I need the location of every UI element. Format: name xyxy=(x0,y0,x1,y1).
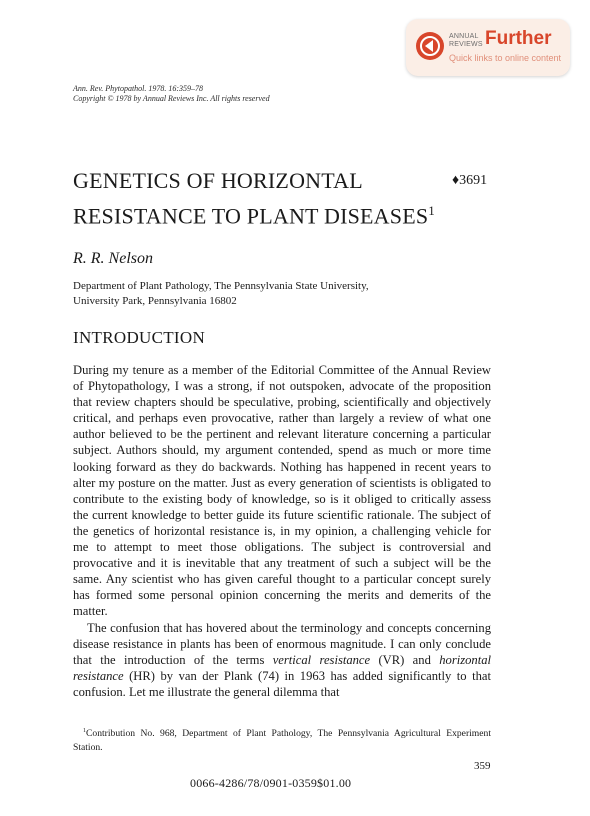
body-text xyxy=(73,362,491,700)
further-word: Further xyxy=(485,28,552,49)
title-line-1: GENETICS OF HORIZONTAL xyxy=(73,168,363,193)
paragraph-2-part-1: The confusion that has hovered about the terminology and concepts concerning disease resistance in plants has been of enormous magnitude. I can only conclude that the introduction of the terms xyxy=(73,620,491,667)
section-heading: INTRODUCTION xyxy=(73,328,206,347)
paragraph-2 xyxy=(73,620,491,700)
term-vertical-resistance: vertical resistance xyxy=(272,652,371,667)
play-back-icon xyxy=(416,32,444,60)
footnote xyxy=(73,724,491,755)
further-series-label: ANNUAL REVIEWS xyxy=(449,33,483,48)
article-title xyxy=(73,166,453,231)
footnote-mark: 1 xyxy=(83,728,86,734)
further-subtitle: Quick links to online content xyxy=(449,53,562,63)
article-code: ♦3691 xyxy=(452,173,488,188)
journal-citation xyxy=(73,84,270,104)
title-footnote-mark: 1 xyxy=(428,203,435,218)
paragraph-1: During my tenure as a member of the Editorial Committee of the Annual Review of Phytopathology, I was a strong, if not outspoken, advocate of the proposition that review chapters should be speculative, probing, scientifically and objectively critical, and perhaps even provocative, rather than largely a review of what one author believed to be the pertinent and relevant literature concerning a particular subject. Authors should, my argument contended, spend as much or more time looking forward as they do backwards. Nothing has happened in recent years to alter my posture on the matter. Just as every generation of scientists is obligated to contribute to the existing body of knowledge, so is it obliged to critically assess the current knowledge to better guide its future scientific rationale. The subject of the genetics of horizontal resistance is, in my opinion, a challenging vehicle for me to attempt to meet those obligations. The subject is controversial and provocative and it is inevitable that any treatment of such a subject will be the same. Any scientist who has given careful thought to a particular concept surely has formed some personal opinion concerning the merits and demerits of the matter. xyxy=(73,363,491,619)
paragraph-2-part-2: (VR) and xyxy=(370,652,440,667)
affiliation-line-2: University Park, Pennsylvania 16802 xyxy=(73,295,237,307)
title-line-2: RESISTANCE TO PLANT DISEASES xyxy=(73,203,429,229)
citation-line-1: Ann. Rev. Phytopathol. 1978. 16:359–78 xyxy=(73,84,204,93)
price-line: 0066-4286/78/0901-0359$01.00 xyxy=(190,776,352,790)
further-link-box[interactable] xyxy=(406,19,570,76)
term-horizontal-resistance: horizontal resistance xyxy=(73,652,492,683)
author-name: R. R. Nelson xyxy=(73,250,153,267)
affiliation xyxy=(73,279,493,309)
footnote-text: Contribution No. 968, Department of Plant Pathology, The Pennsylvania Agricultural Experiment Station. xyxy=(73,728,491,754)
page-number: 359 xyxy=(474,760,491,772)
affiliation-line-1: Department of Plant Pathology, The Pennsylvania State University, xyxy=(73,280,369,292)
paragraph-2-part-3: (HR) by van der Plank (74) in 1963 has added significantly to that confusion. Let me illustrate the general dilemma that xyxy=(73,668,491,699)
citation-line-2: Copyright © 1978 by Annual Reviews Inc. All rights reserved xyxy=(73,94,270,103)
